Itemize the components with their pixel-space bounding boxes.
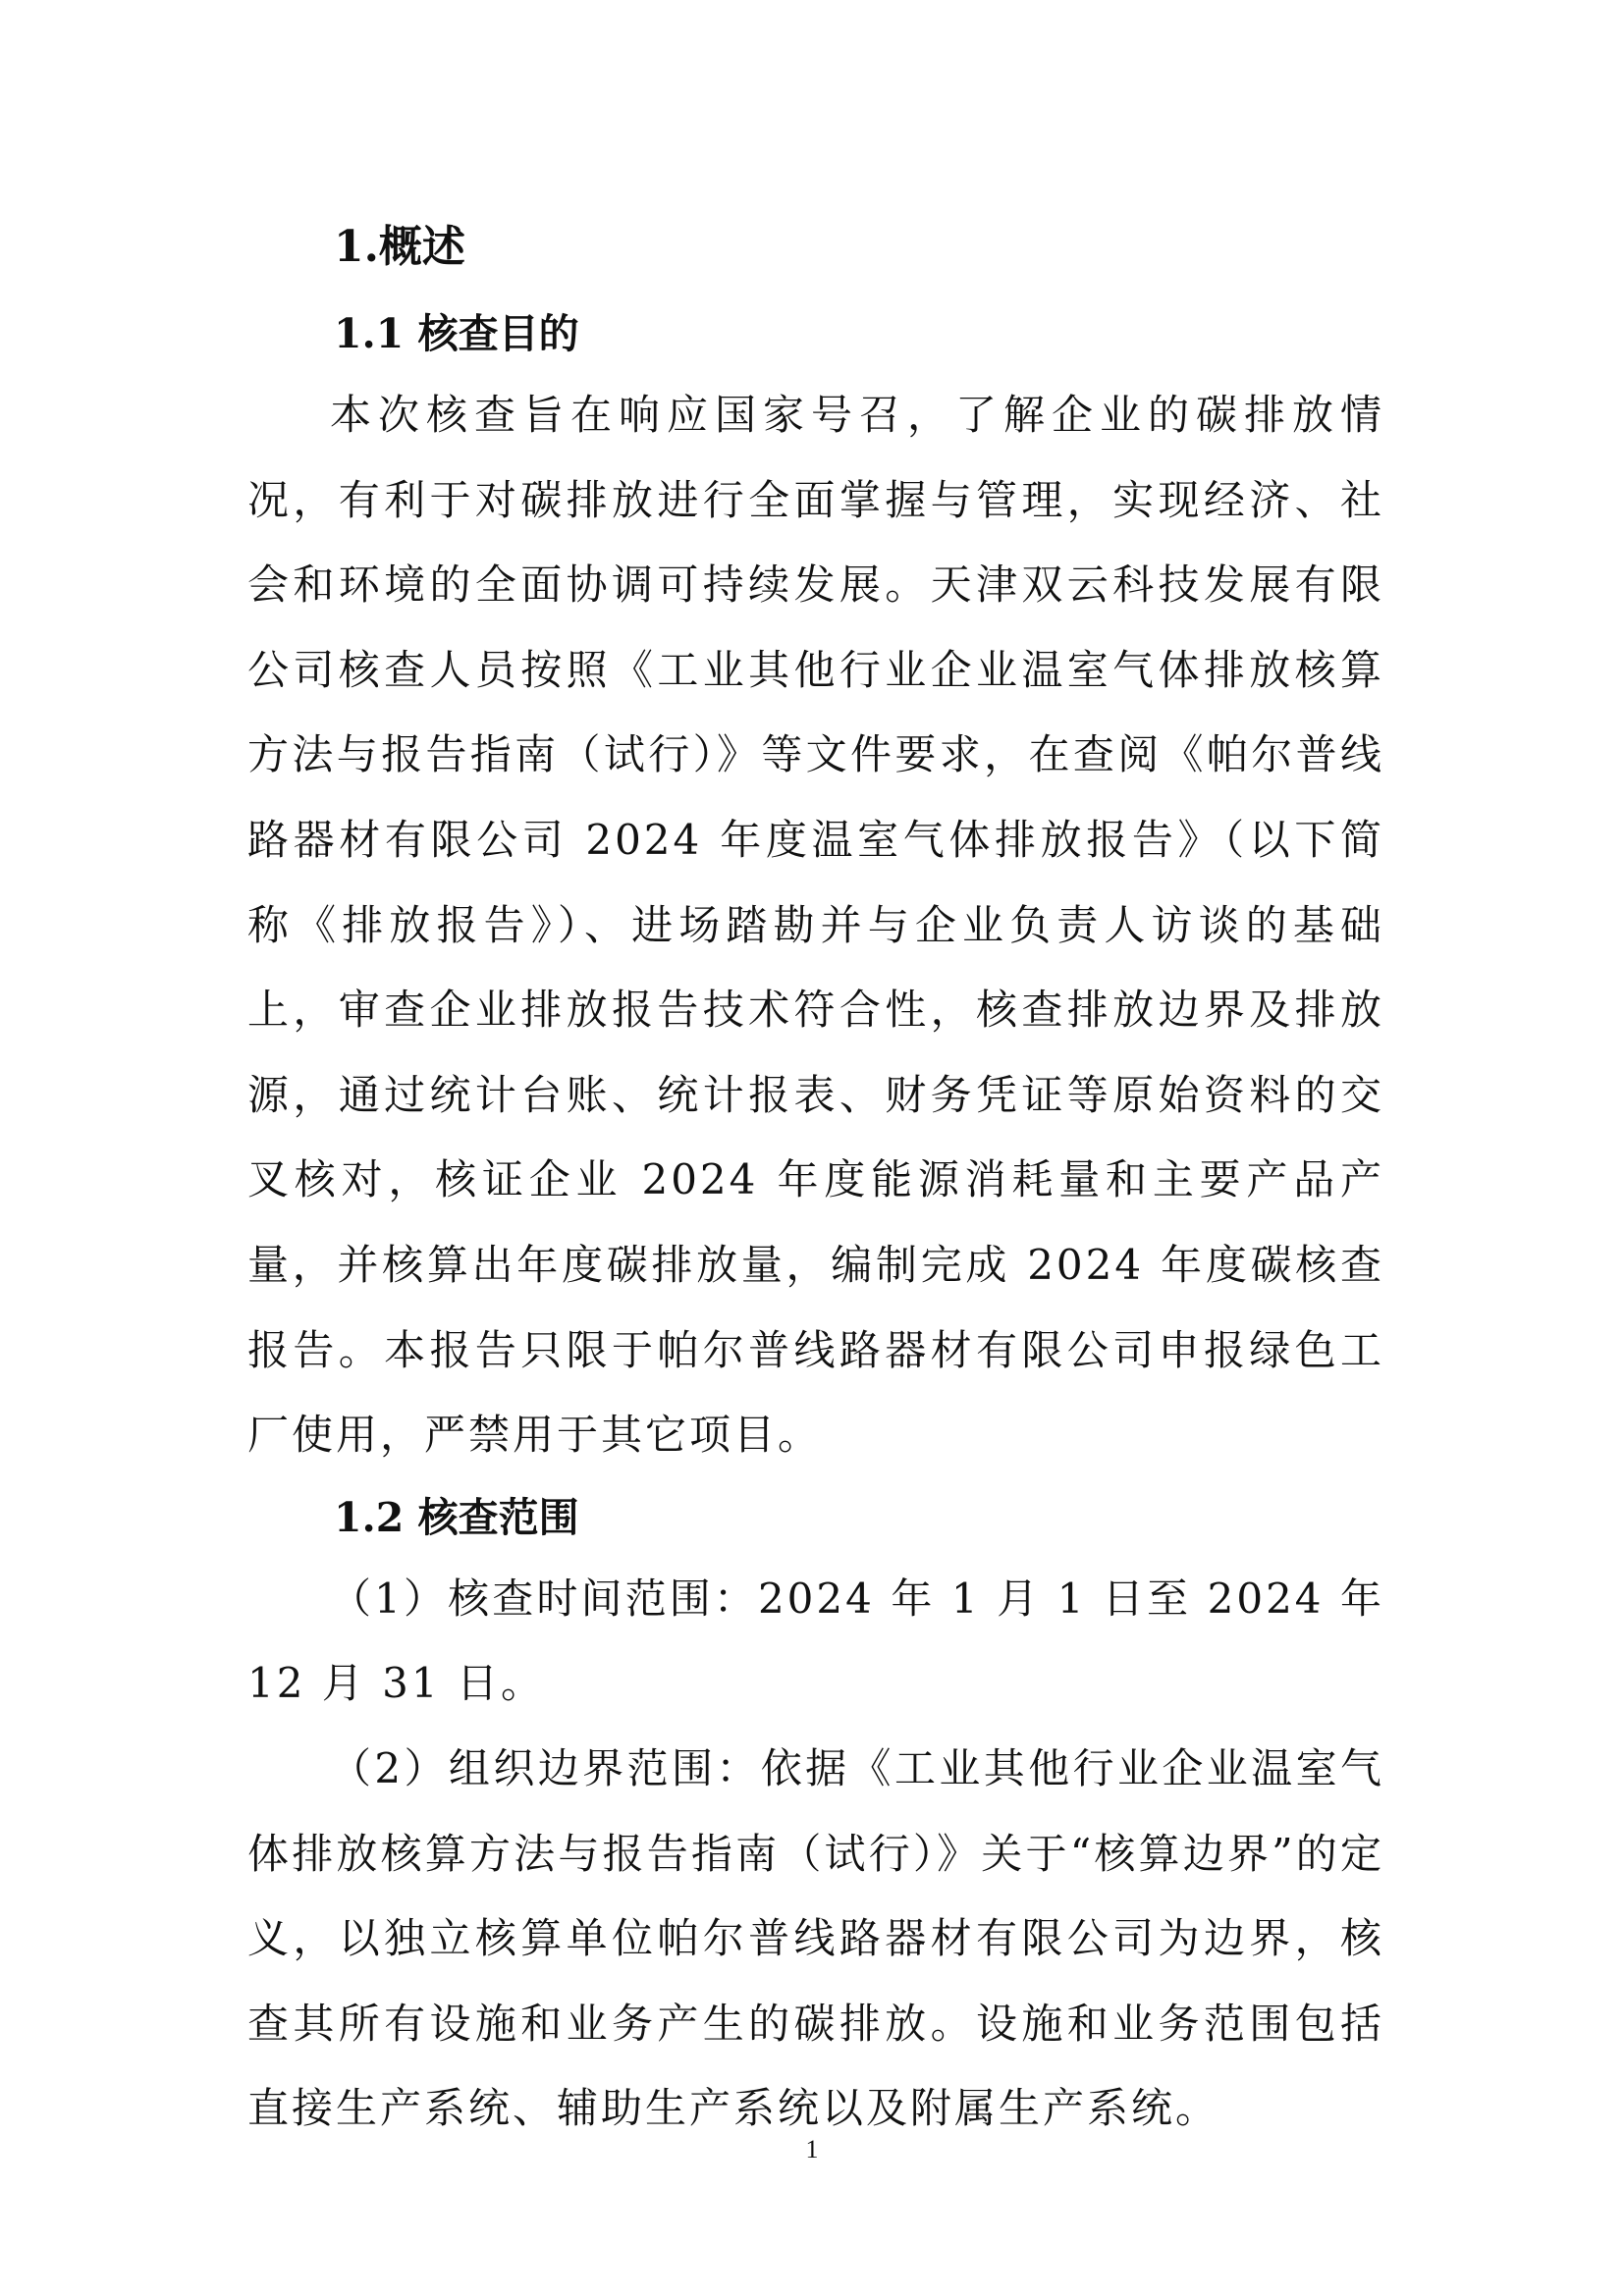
section-heading-purpose: 1.1 核查目的 <box>334 310 579 357</box>
page-number: 1 <box>805 2135 819 2163</box>
purpose-paragraph: 本次核查旨在响应国家号召，了解企业的碳排放情况，有利于对碳排放进行全面掌握与管理，实现经济、社会和环境的全面协调可持续发展。天津双云科技发展有限公司核查人员按照《工业其他行业企业温室气体排放核算方法与报告指南（试行）》等文件要求，在查阅《帕尔普线路器材有限公司 2024 年度温室气体排放报告》（以下简称《排放报告》）、进场踏勘并与企业负责人访谈的基础上，审查企业排放报告技术符合性，核查排放边界及排放源，通过统计台账、统计报表、财务凭证等原始资料的交叉核对，核证企业 2024 年度能源消耗量和主要产品产量，并核算出年度碳排放量，编制完成 2024 年度碳核查报告。本报告只限于帕尔普线路器材有限公司申报绿色工厂使用，严禁用于其它项目。 <box>247 391 1384 1460</box>
scope-boundary-paragraph: （2）组织边界范围：依据《工业其他行业企业温室气体排放核算方法与报告指南（试行）》关于“核算边界”的定义，以独立核算单位帕尔普线路器材有限公司为边界，核查其所有设施和业务产生的碳排放。设施和业务范围包括直接生产系统、辅助生产系统以及附属生产系统。 <box>247 1743 1384 2133</box>
section-heading-scope: 1.2 核查范围 <box>334 1493 579 1541</box>
page-content <box>247 218 1384 2152</box>
scope-time-paragraph: （1）核查时间范围：2024 年 1 月 1 日至 2024 年 12 月 31 日。 <box>247 1574 1384 1708</box>
chapter-heading: 1.概述 <box>334 222 465 272</box>
